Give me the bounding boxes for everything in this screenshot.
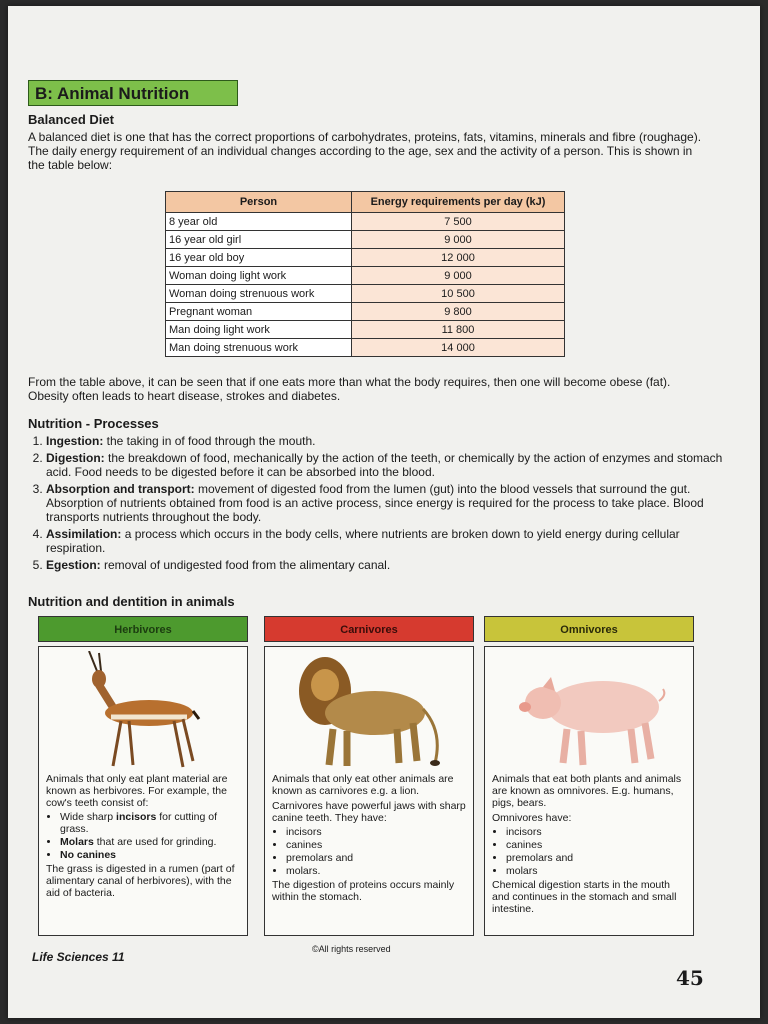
- person-cell: Man doing strenuous work: [166, 339, 352, 357]
- process-item: [46, 558, 726, 572]
- table-row: [166, 285, 565, 303]
- list-item: • premolars and: [506, 852, 688, 864]
- herbivores-header: Herbivores: [38, 616, 248, 642]
- table-row: [166, 339, 565, 357]
- list-item: • canines: [286, 839, 468, 851]
- energy-cell: 9 000: [352, 231, 565, 249]
- energy-cell: 11 800: [352, 321, 565, 339]
- energy-cell: 9 000: [352, 267, 565, 285]
- carnivores-outro: The digestion of proteins occurs mainly within the stomach.: [272, 879, 455, 903]
- person-cell: 16 year old boy: [166, 249, 352, 267]
- omnivores-intro2: Omnivores have:: [492, 812, 572, 824]
- table-row: [166, 231, 565, 249]
- energy-cell: 12 000: [352, 249, 565, 267]
- person-cell: Woman doing light work: [166, 267, 352, 285]
- process-text: removal of undigested food from the alimentary canal.: [100, 558, 391, 572]
- herbivores-intro: Animals that only eat plant material are known as herbivores. For example, the cow's teeth consist of:: [46, 773, 228, 809]
- bullet-pre: Wide sharp: [60, 811, 117, 823]
- process-term: Absorption and transport:: [46, 482, 195, 496]
- table-row: [166, 249, 565, 267]
- omnivores-header: Omnivores: [484, 616, 694, 642]
- herbivores-box: [38, 646, 248, 936]
- process-text: movement of digested food from the lumen (gut) into the blood vessels that surround the gut. Absorption of nutrients obtained from food is an active process, since energy is required for the process to take place. Blood transports nutrients throughout the body.: [46, 482, 704, 524]
- process-item: [46, 434, 726, 448]
- omnivores-box: [484, 646, 694, 936]
- process-term: Digestion:: [46, 451, 105, 465]
- section-heading: B: Animal Nutrition: [28, 80, 238, 106]
- process-item: [46, 482, 726, 524]
- book-title: Life Sciences 11: [32, 950, 125, 964]
- list-item: [60, 811, 242, 835]
- carnivores-teeth-list: [272, 826, 468, 877]
- person-cell: Woman doing strenuous work: [166, 285, 352, 303]
- lion-image: [285, 651, 453, 771]
- dentition-title: Nutrition and dentition in animals: [28, 594, 235, 609]
- list-item: • incisors: [506, 826, 688, 838]
- process-item: [46, 451, 726, 479]
- herbivores-text: [46, 773, 242, 899]
- process-term: Egestion:: [46, 558, 101, 572]
- list-item: • molars.: [286, 865, 468, 877]
- process-term: Assimilation:: [46, 527, 122, 541]
- person-cell: 8 year old: [166, 213, 352, 231]
- table-row: [166, 267, 565, 285]
- antelope-image: [59, 651, 227, 771]
- process-text: a process which occurs in the body cells, where nutrients are broken down to yield energy during cellular respiration.: [46, 527, 680, 555]
- omnivores-outro: Chemical digestion starts in the mouth and continues in the stomach and small intestine.: [492, 879, 677, 915]
- table-row: [166, 303, 565, 321]
- energy-table-header: [166, 192, 565, 213]
- omnivores-teeth-list: [492, 826, 688, 877]
- rights-notice: ©All rights reserved: [312, 944, 391, 954]
- carnivores-intro2: Carnivores have powerful jaws with sharp canine teeth. They have:: [272, 800, 466, 824]
- energy-table: [165, 191, 565, 357]
- textbook-page: [8, 6, 760, 1018]
- bullet-post: that are used for grinding.: [93, 836, 217, 848]
- carnivores-box: [264, 646, 474, 936]
- balanced-diet-conclusion: From the table above, it can be seen that if one eats more than what the body requires, then one will become obese (fat). Obesity often leads to heart disease, strokes and diabetes.: [28, 375, 671, 403]
- energy-cell: 10 500: [352, 285, 565, 303]
- header-person: Person: [166, 192, 352, 213]
- process-item: [46, 527, 726, 555]
- process-text: the taking in of food through the mouth.: [103, 434, 316, 448]
- process-text: the breakdown of food, mechanically by the action of the teeth, or chemically by the action of enzymes and stomach acid. Food needs to be digested before it can be absorbed into the blood.: [46, 451, 723, 479]
- carnivores-text: [272, 773, 468, 903]
- omnivores-intro: Animals that eat both plants and animals are known as omnivores. E.g. humans, pigs, bears.: [492, 773, 682, 809]
- carnivores-intro: Animals that only eat other animals are known as carnivores e.g. a lion.: [272, 773, 454, 797]
- header-energy: Energy requirements per day (kJ): [352, 192, 565, 213]
- omnivores-text: [492, 773, 688, 915]
- carnivores-header: Carnivores: [264, 616, 474, 642]
- page-number: 45: [676, 966, 704, 990]
- energy-cell: 14 000: [352, 339, 565, 357]
- processes-list: [28, 434, 726, 575]
- person-cell: Pregnant woman: [166, 303, 352, 321]
- processes-title: Nutrition - Processes: [28, 416, 159, 431]
- list-item: • premolars and: [286, 852, 468, 864]
- balanced-diet-intro: A balanced diet is one that has the correct proportions of carbohydrates, proteins, fats, vitamins, minerals and fibre (roughage). The daily energy requirement of an individual changes according to the age, sex and the activity of a person. This is shown in the table below:: [28, 130, 702, 172]
- bullet-bold: Molars: [60, 836, 94, 848]
- process-term: Ingestion:: [46, 434, 104, 448]
- energy-cell: 7 500: [352, 213, 565, 231]
- bullet-bold: incisors: [116, 811, 157, 823]
- balanced-diet-title: Balanced Diet: [28, 112, 114, 127]
- herbivores-teeth-list: [46, 811, 242, 861]
- list-item: [60, 836, 242, 848]
- person-cell: Man doing light work: [166, 321, 352, 339]
- table-row: [166, 321, 565, 339]
- bullet-post: for cutting of grass.: [60, 811, 218, 835]
- bullet-bold: No canines: [60, 849, 117, 861]
- table-row: [166, 213, 565, 231]
- energy-cell: 9 800: [352, 303, 565, 321]
- list-item: [60, 849, 242, 861]
- list-item: • canines: [506, 839, 688, 851]
- person-cell: 16 year old girl: [166, 231, 352, 249]
- list-item: • molars: [506, 865, 688, 877]
- list-item: • incisors: [286, 826, 468, 838]
- pig-image: [505, 651, 673, 771]
- herbivores-outro: The grass is digested in a rumen (part of alimentary canal of herbivores), with the aid of bacteria.: [46, 863, 235, 899]
